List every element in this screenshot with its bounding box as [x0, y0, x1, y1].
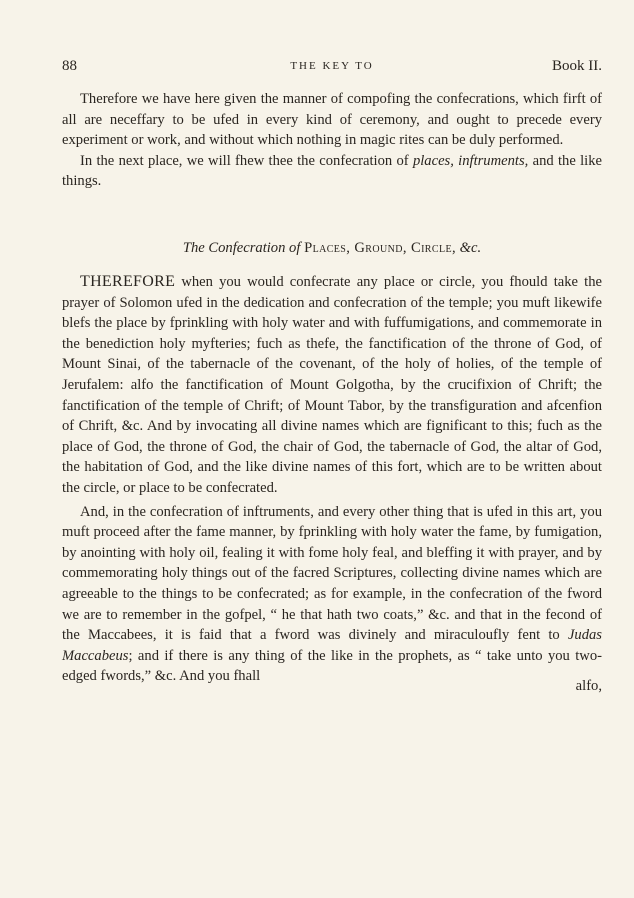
main-paragraph-1: [62, 272, 602, 499]
catchword: alfo,: [575, 678, 602, 694]
paragraph-2-text-after: ; and if there is any thing of the like in the prophets, as “ take unto you two-edged fwords,” &c. And you fhall: [62, 647, 602, 685]
main-paragraph-2: [62, 502, 602, 687]
intro-paragraph-2: In the next place, we will fhew thee the confecration of places, inftruments, and the like things.: [62, 152, 602, 189]
running-title: THE KEY TO: [290, 60, 374, 72]
paragraph-1-text: when you would confecrate any place or circle, you fhould take the prayer of Solomon ufed in the dedication and confecration of the temple; you muft likewife blefs the place by fprinkling with holy water and with fuffumigations, and commemorate in the benediction holy myfteries; fuch as thefe, the fanctification of the throne of God, of Mount Sinai, of the tabernacle of the covenant, of the holy of holies, of the temple of Jerufalem: alfo the fanctification of Mount Golgotha, by the crucifixion of Chrift; the fanctification of the temple of Chrift; of Mount Tabor, by the transfiguration and afcenfion of Chrift, &c. And by invocating all divine names which are fignificant to this; fuch as the place of God, the throne of God, the chair of God, the tabernacle of God, the altar of God, the habitation of God, and the like divine names of this fort, which are to be written about the circle, or place to be confecrated.: [62, 274, 602, 496]
heading-suffix: &c.: [459, 240, 482, 256]
book-label: Book II.: [552, 58, 602, 74]
page-header: [62, 58, 602, 80]
paragraph-first-word: THEREFORE: [80, 273, 176, 290]
intro-paragraph-1: Therefore we have here given the manner of compofing the confecrations, which firft of all are neceffary to be ufed in every kind of ceremony, and ought to precede every experiment or work, and without which nothing in magic rites can be duly performed.: [62, 91, 602, 148]
paragraph-2-italic-name: Judas Maccabeus: [62, 627, 602, 664]
section-heading: [62, 240, 602, 257]
page-number: 88: [62, 58, 77, 74]
heading-title: Places, Ground, Circle,: [304, 240, 457, 256]
intro-text: [62, 89, 602, 192]
paragraph-2-text-before: And, in the confecration of inftruments, and every other thing that is ufed in this art, you muft proceed after the fame manner, by fprinkling with holy water the fame, by fumigation, by anointing with holy oil, fealing it with fome holy feal, and bleffing it with prayer, and by commemorating holy things out of the facred Scriptures, collecting divine names which are agreeable to the things to be confecrated; as for example, in the confecration of the fword we are to remember in the gofpel, “ he that hath two coats,” &c. and that in the fecond of the Maccabees, it is faid that a fword was divinely and miraculoufly fent to: [62, 503, 602, 644]
heading-prefix: The Confecration of: [182, 240, 301, 256]
intro-italic-phrase: places, inftruments,: [412, 152, 529, 169]
main-text: [62, 272, 602, 687]
